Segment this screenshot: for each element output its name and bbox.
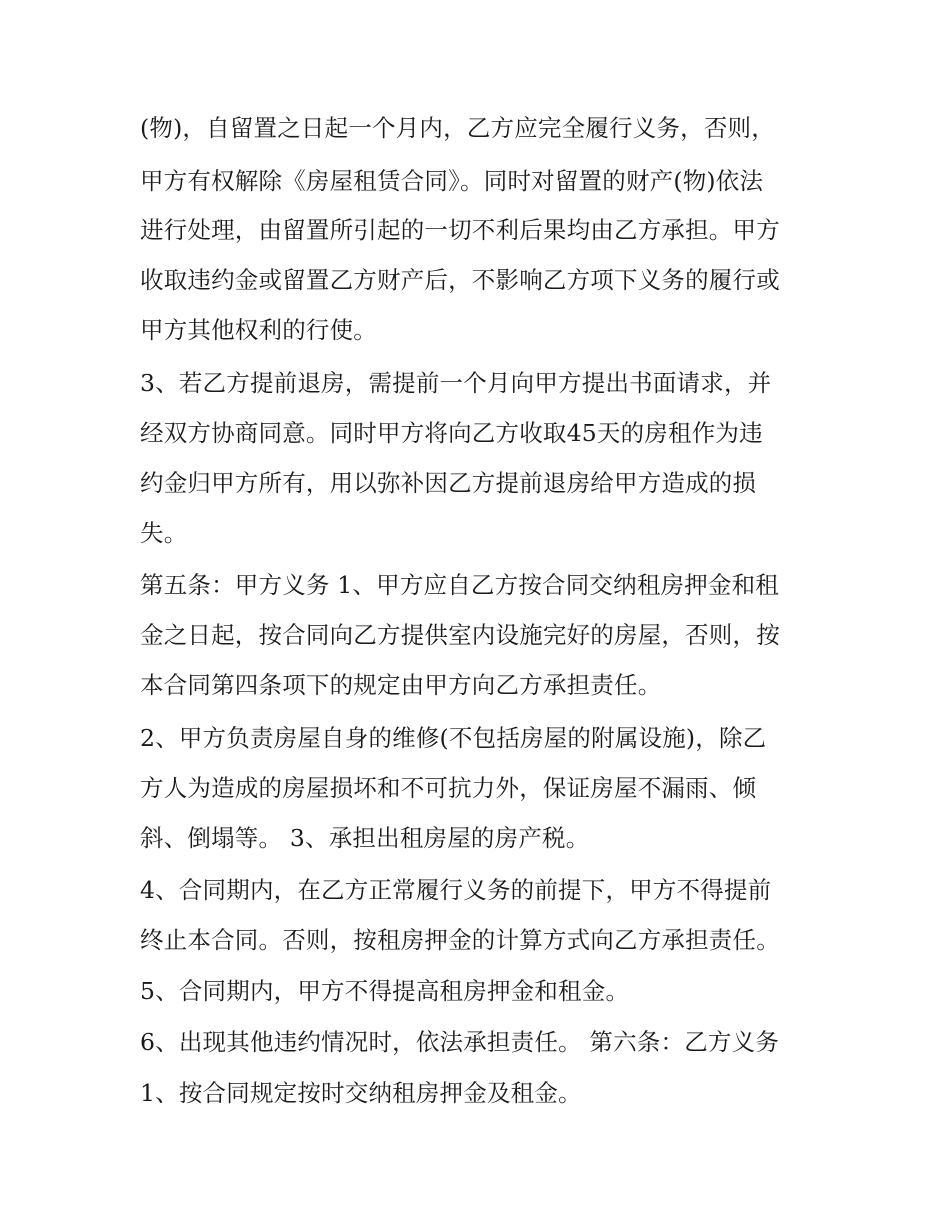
- text-line: 2、甲方负责房屋自身的维修(不包括房屋的附属设施)，除乙: [140, 724, 767, 752]
- text-line: (物)，自留置之日起一个月内，乙方应完全履行义务，否则，: [140, 114, 775, 142]
- text-line: 本合同第四条项下的规定由甲方向乙方承担责任。: [140, 671, 662, 699]
- text-line: 6、出现其他违约情况时，依法承担责任。 第六条：乙方义务: [140, 1028, 780, 1056]
- text-line: 斜、倒塌等。 3、承担出租房屋的房产税。: [140, 824, 590, 852]
- text-line: 甲方有权解除《房屋租赁合同》。同时对留置的财产(物)依法: [140, 167, 764, 195]
- text-line: 第五条：甲方义务 1、甲方应自乙方按合同交纳租房押金和租: [140, 571, 780, 599]
- text-line: 收取违约金或留置乙方财产后，不影响乙方项下义务的履行或: [140, 266, 780, 294]
- text-line: 约金归甲方所有，用以弥补因乙方提前退房给甲方造成的损: [140, 469, 757, 497]
- text-line: 失。: [140, 519, 188, 547]
- text-line: 方人为造成的房屋损坏和不可抗力外，保证房屋不漏雨、倾: [140, 774, 757, 802]
- text-line: 甲方其他权利的行使。: [140, 316, 377, 344]
- text-line: 1、按合同规定按时交纳租房押金及租金。: [140, 1079, 582, 1107]
- text-line: 5、合同期内，甲方不得提高租房押金和租金。: [140, 977, 630, 1005]
- text-line: 进行处理，由留置所引起的一切不利后果均由乙方承担。甲方: [140, 216, 780, 244]
- text-line: 终止本合同。否则，按租房押金的计算方式向乙方承担责任。: [140, 926, 780, 954]
- text-line: 3、若乙方提前退房，需提前一个月向甲方提出书面请求，并: [140, 369, 772, 397]
- text-line: 经双方协商同意。同时甲方将向乙方收取45天的房租作为违: [140, 419, 763, 447]
- text-line: 金之日起，按合同向乙方提供室内设施完好的房屋，否则，按: [140, 621, 780, 649]
- text-line: 4、合同期内，在乙方正常履行义务的前提下，甲方不得提前: [140, 876, 772, 904]
